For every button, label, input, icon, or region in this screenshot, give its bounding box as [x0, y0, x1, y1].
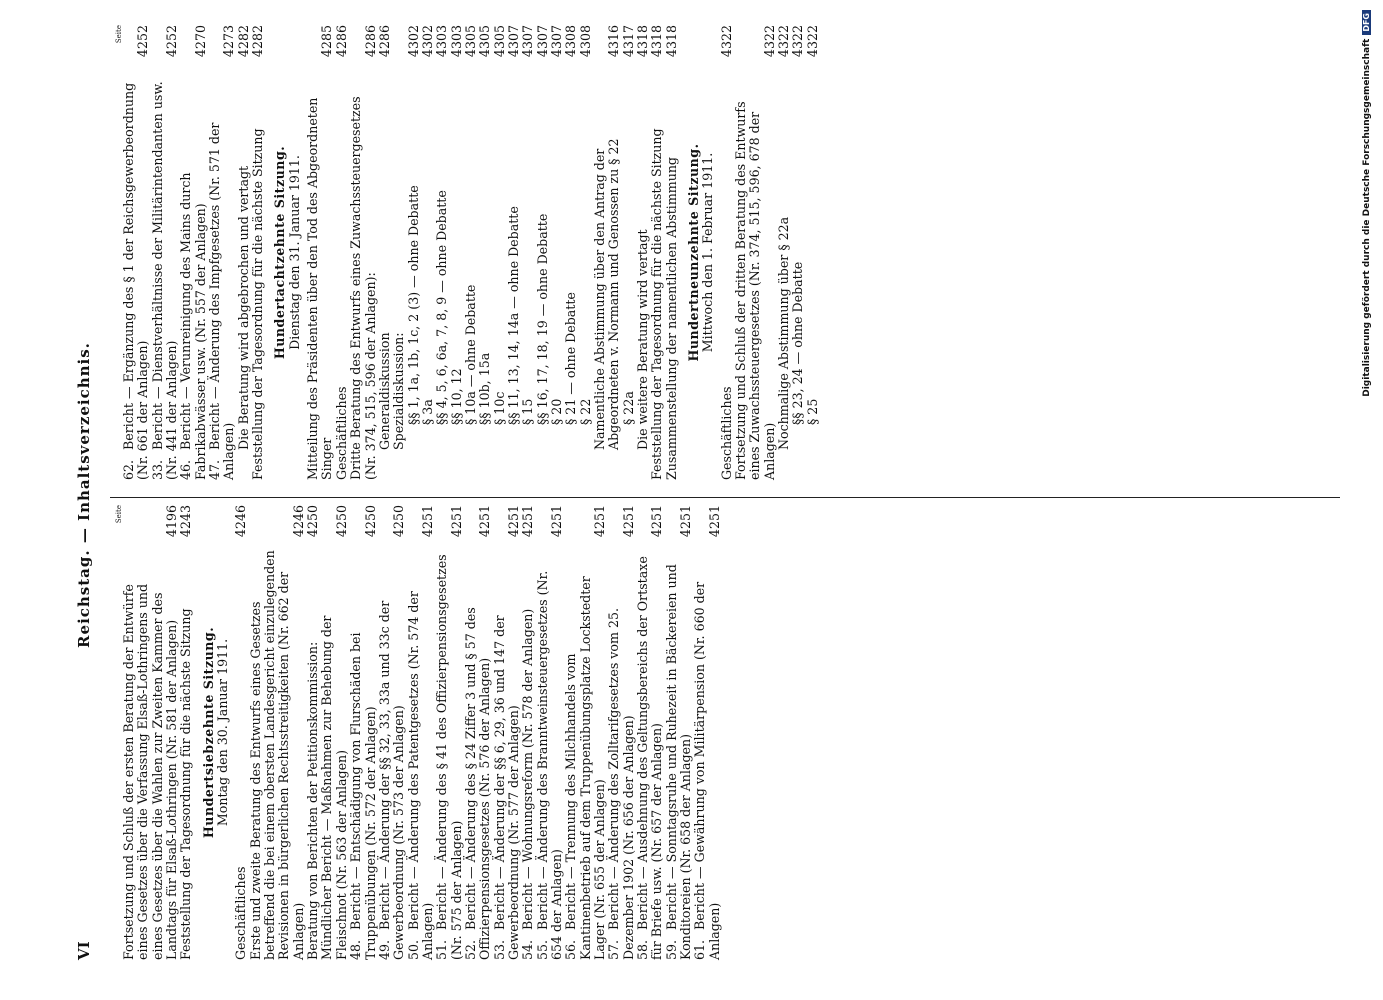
- entry-page-number: 4246: [233, 505, 249, 538]
- entry-text: §§ 10b, 15a: [477, 352, 493, 425]
- entry-number: 50.: [405, 939, 421, 960]
- toc-entry: [636, 505, 665, 960]
- page-header: [75, 30, 97, 960]
- dfg-logo: DFG: [1362, 10, 1371, 35]
- entry-page-number: 4282: [235, 25, 251, 58]
- entry-text: Erste und zweite Beratung des Entwurfs eines Gesetzes betreffend die bei einem obersten Landesgericht einzulegenden Revisionen in bürgerlichen Rechtsstreitigkeiten (Nr. 662 der Anlagen): [247, 550, 306, 960]
- entry-page-number: 4286: [376, 25, 392, 58]
- entry-page-number: 4317: [620, 25, 636, 58]
- entry-page-number: 4252: [135, 25, 151, 58]
- side-note: [1362, 10, 1378, 990]
- entry-page-number: 4305: [462, 25, 478, 58]
- toc-entry: [464, 25, 478, 480]
- toc-entry: [493, 25, 507, 480]
- entry-text: § 22: [577, 398, 593, 425]
- entry-text: Bericht — Wohnungsreform (Nr. 578 der Anlagen): [520, 608, 536, 930]
- entry-text: Die weitere Beratung wird vertagt: [635, 229, 651, 450]
- toc-entry: [536, 505, 565, 960]
- entry-page-number: 4246: [290, 505, 306, 538]
- entry-text: Bericht — Änderung des Impfgesetzes (Nr. 571 der Anlagen): [207, 122, 237, 480]
- entry-page-number: 4308: [563, 25, 579, 58]
- toc-entry: [151, 25, 180, 480]
- entry-text: Bericht — Gewährung von Militärpension (Nr. 660 der Anlagen): [692, 581, 722, 960]
- entry-text: Bericht — Änderung des Zolltarifgesetzes vom 25. Dezember 1902 (Nr. 656 der Anlagen): [606, 608, 636, 960]
- toc-entry: [777, 25, 791, 480]
- entry-text: § 22a: [620, 391, 636, 425]
- toc-entry: [306, 505, 320, 960]
- entry-text: §§ 1, 1a, 1b, 1c, 2 (3) — ohne Debatte: [405, 185, 421, 425]
- entry-text: Fortsetzung und Schluß der dritten Beratung des Entwurfs eines Zuwachssteuergesetzes (Nr. 374, 515, 596, 678 der Anlagen): [733, 101, 777, 480]
- entry-page-number: 4302: [419, 25, 435, 58]
- toc-entry: [806, 25, 820, 480]
- entry-page-number: 4250: [362, 505, 378, 538]
- entry-text: Fortsetzung und Schluß der ersten Beratung der Entwürfe eines Gesetzes über die Verfassung Elsaß-Lothringens und eines Gesetzes über die Wahlen zur Zweiten Kammer des Landtags für Elsaß-Lothringen (Nr. 581 der Anlagen): [121, 583, 180, 960]
- entry-text: Dritte Beratung des Entwurfs eines Zuwachssteuergesetzes (Nr. 374, 515, 596 der Anlagen):: [348, 96, 378, 480]
- entry-page-number: 4286: [333, 25, 349, 58]
- toc-entry: [349, 25, 378, 480]
- entry-number: 61.: [692, 939, 708, 960]
- entry-text: Bericht — Trennung des Milchhandels vom Kantinenbetrieb auf dem Truppenübungsplatze Lockstedter Lager (Nr. 655 der Anlagen): [563, 576, 607, 960]
- toc-entry: [407, 25, 421, 480]
- entry-number: 48.: [348, 939, 364, 960]
- entry-text: § 10c: [491, 391, 507, 425]
- toc-entry: [234, 505, 248, 960]
- toc-entry: [122, 25, 151, 480]
- toc-entry: [335, 25, 349, 480]
- entry-text: Bericht — Änderung des Patentgesetzes (Nr. 574 der Anlagen): [405, 591, 435, 960]
- entry-page-number: 4305: [491, 25, 507, 58]
- entry-number: 57.: [606, 939, 622, 960]
- toc-entry: [122, 505, 179, 960]
- session-heading: Hundertneunzehnte Sitzung.: [686, 143, 702, 362]
- entry-number: 58.: [635, 939, 651, 960]
- entry-text: Feststellung der Tagesordnung für die nächste Sitzung: [649, 128, 665, 480]
- entry-text: Bericht — Änderung der §§ 32, 33, 33a und 33c der Gewerbeordnung (Nr. 573 der Anlagen): [376, 600, 407, 960]
- entry-page-number: 4196: [164, 505, 180, 538]
- toc-entry: [693, 505, 722, 960]
- entry-number: 56.: [563, 939, 579, 960]
- toc-entry: [435, 505, 464, 960]
- entry-text: §§ 10, 12: [448, 368, 464, 425]
- toc-entry: [464, 505, 493, 960]
- entry-text: Nochmalige Abstimmung über § 22a: [776, 216, 792, 450]
- entry-text: §§ 23, 24 — ohne Debatte: [790, 261, 806, 425]
- entry-text: Feststellung der Tagesordnung für die nächste Sitzung: [178, 608, 194, 960]
- entry-page-number: 4318: [649, 25, 665, 58]
- entry-page-number: 4252: [164, 25, 180, 58]
- entry-page-number: 4318: [663, 25, 679, 58]
- entry-text: Bericht — Änderung des Branntweinsteuergesetzes (Nr. 654 der Anlagen): [534, 570, 564, 960]
- entry-page-number: 4251: [448, 505, 464, 538]
- session-heading: Hundertsiebzehnte Sitzung.: [200, 626, 216, 839]
- entry-page-number: 4251: [520, 505, 536, 538]
- entry-page-number: 4270: [192, 25, 208, 58]
- session-date: Montag den 30. Januar 1911.: [215, 638, 231, 827]
- toc-entry: [450, 25, 464, 480]
- toc-entry: [507, 25, 521, 480]
- entry-text: § 10a — ohne Debatte: [462, 284, 478, 425]
- toc-entry: [378, 25, 392, 480]
- right-column: [112, 25, 820, 480]
- entry-page-number: 4303: [434, 25, 450, 58]
- toc-entry: [493, 505, 522, 960]
- entry-text: §§ 11, 13, 14, 14a — ohne Debatte: [505, 206, 521, 425]
- entry-text: Generaldiskussion: [376, 332, 392, 450]
- entry-text: Bericht — Verunreinigung des Mains durch Fabrikabwässer usw. (Nr. 557 der Anlagen): [178, 172, 208, 480]
- entry-text: Geschäftliches: [233, 866, 249, 960]
- entry-text: Mündlicher Bericht — Maßnahmen zur Behebung der Fleischnot (Nr. 563 der Anlagen): [319, 615, 349, 960]
- toc-entry: [179, 505, 193, 960]
- session-date: Mittwoch den 1. Februar 1911.: [700, 152, 716, 353]
- entry-page-number: 4307: [505, 25, 521, 58]
- entry-text: § 15: [520, 398, 536, 425]
- seite-label: Seite: [115, 505, 123, 524]
- entry-text: Bericht — Änderung der §§ 6, 29, 36 und 147 der Gewerbeordnung (Nr. 577 der Anlagen): [491, 615, 521, 960]
- toc-entry: [349, 505, 378, 960]
- entry-number: 52.: [462, 939, 478, 960]
- toc-entry: [521, 505, 535, 960]
- toc-entry: [208, 25, 237, 480]
- toc-entry: [536, 25, 550, 480]
- entry-page-number: 4318: [635, 25, 651, 58]
- entry-page-number: 4322: [790, 25, 806, 58]
- entry-text: § 3a: [419, 399, 435, 425]
- toc-entry: [665, 505, 694, 960]
- entry-page-number: 4251: [505, 505, 521, 538]
- toc-entry: [550, 25, 564, 480]
- side-note-text: Digitalisierung gefördert durch die Deutsche Forschungsgemeinschaft: [1362, 38, 1372, 397]
- toc-entry: [378, 505, 407, 960]
- entry-number: 62.: [121, 459, 136, 480]
- entry-text: Feststellung der Tagesordnung für die nächste Sitzung: [250, 128, 266, 480]
- entry-text: Mitteilung des Präsidenten über den Tod des Abgeordneten Singer: [305, 97, 335, 480]
- column-divider: [110, 497, 1340, 498]
- entry-text: §§ 4, 5, 6, 6a, 7, 8, 9 — ohne Debatte: [434, 190, 450, 425]
- entry-page-number: 4250: [333, 505, 349, 538]
- entry-text: Spezialdiskussion:: [391, 332, 407, 450]
- entry-text: § 20: [548, 398, 564, 425]
- toc-entry: [320, 505, 349, 960]
- entry-text: Geschäftliches: [333, 386, 349, 480]
- entry-page-number: 4251: [592, 505, 607, 538]
- rotated-page-content: [20, 0, 1350, 1000]
- entry-number: 51.: [434, 939, 450, 960]
- entry-page-number: 4251: [477, 505, 493, 538]
- toc-entry: [564, 505, 607, 960]
- entry-page-number: 4316: [606, 25, 622, 58]
- toc-entry: [251, 25, 265, 480]
- entry-page-number: 4250: [391, 505, 407, 538]
- entry-page-number: 4307: [534, 25, 550, 58]
- entry-page-number: 4251: [649, 505, 665, 538]
- entry-page-number: 4305: [477, 25, 493, 58]
- entry-text: Bericht — Änderung des § 24 Ziffer 3 und § 57 des Offizierpensionsgesetzes (Nr. 576 der Anlagen): [462, 607, 493, 960]
- toc-entry: [521, 25, 535, 480]
- entry-page-number: 4251: [678, 505, 694, 538]
- entry-page-number: 4322: [761, 25, 777, 58]
- session-date: Dienstag den 31. Januar 1911.: [286, 155, 302, 350]
- entry-page-number: 4322: [718, 25, 734, 58]
- entry-page-number: 4282: [250, 25, 266, 58]
- entry-number: 55.: [534, 939, 550, 960]
- entry-page-number: 4286: [362, 25, 378, 58]
- toc-entry: [791, 25, 805, 480]
- entry-text: Bericht — Ergänzung des § 1 der Reichsgewerbeordnung (Nr. 661 der Anlagen): [121, 82, 151, 480]
- entry-page-number: 4285: [319, 25, 335, 58]
- entry-page-number: 4251: [419, 505, 435, 538]
- session-heading: Hundertachtzehnte Sitzung.: [272, 145, 288, 360]
- entry-text: Beratung von Berichten der Petitionskommission:: [305, 641, 321, 960]
- toc-entry: [622, 25, 636, 480]
- toc-entry: [478, 25, 492, 480]
- entry-text: Die Beratung wird abgebrochen und vertagt: [235, 165, 251, 450]
- toc-entry: [665, 25, 679, 480]
- entry-page-number: 4308: [577, 25, 593, 58]
- entry-text: Bericht — Ausdehnung des Geltungsbereichs der Ortstaxe für Briefe usw. (Nr. 657 der Anlagen): [635, 556, 665, 960]
- toc-entry: [179, 25, 208, 480]
- toc-entry: [564, 25, 578, 480]
- toc-entry: [579, 25, 593, 480]
- entry-page-number: 4251: [548, 505, 564, 538]
- toc-entry: [421, 25, 435, 480]
- toc-entry: [237, 25, 251, 480]
- entry-page-number: 4307: [520, 25, 536, 58]
- toc-entry: [249, 505, 306, 960]
- entry-number: 47.: [207, 459, 223, 480]
- page-number: VI: [75, 941, 93, 960]
- entry-number: 53.: [491, 939, 507, 960]
- entry-page-number: 4243: [178, 505, 194, 538]
- entry-page-number: 4307: [548, 25, 564, 58]
- entry-page-number: 4322: [804, 25, 820, 58]
- entry-text: Bericht — Dienstverhältnisse der Militärintendanten usw. (Nr. 441 der Anlagen): [149, 81, 180, 480]
- entry-page-number: 4302: [405, 25, 421, 58]
- seite-label: Seite: [115, 25, 123, 44]
- toc-entry: [392, 25, 406, 480]
- entry-number: 49.: [376, 939, 392, 960]
- entry-page-number: 4251: [706, 505, 722, 538]
- entry-text: Geschäftliches: [718, 386, 734, 480]
- toc-entry: [407, 505, 436, 960]
- entry-number: 33.: [149, 459, 165, 480]
- entry-page-number: 4303: [448, 25, 464, 58]
- entry-number: 46.: [178, 459, 194, 480]
- entry-text: Namentliche Abstimmung über den Antrag der Abgeordneten v. Normann und Genossen zu § 22: [592, 138, 622, 450]
- entry-text: Bericht — Sonntagsruhe und Ruhezeit in Bäckereien und Konditoreien (Nr. 658 der Anlagen): [663, 564, 694, 960]
- entry-page-number: 4250: [305, 505, 321, 538]
- entry-text: §§ 16, 17, 18, 19 — ohne Debatte: [534, 213, 550, 425]
- toc-entry: [607, 505, 636, 960]
- entry-text: Bericht — Änderung des § 41 des Offizierpensionsgesetzes (Nr. 575 der Anlagen): [434, 554, 464, 960]
- entry-page-number: 4322: [776, 25, 792, 58]
- entry-page-number: 4251: [620, 505, 636, 538]
- toc-entry: [306, 25, 335, 480]
- toc-entry: [593, 25, 622, 480]
- entry-text: Bericht — Entschädigung von Flurschäden bei Truppenübungen (Nr. 572 der Anlagen): [348, 632, 378, 960]
- toc-entry: [636, 25, 650, 480]
- entry-page-number: 4273: [221, 25, 237, 58]
- toc-entry: [720, 25, 734, 480]
- entry-number: 59.: [663, 939, 679, 960]
- left-column: [112, 505, 722, 960]
- entry-text: § 21 — ohne Debatte: [563, 292, 579, 425]
- toc-entry: [650, 25, 664, 480]
- page-title: Reichstag. — Inhaltsverzeichnis.: [75, 342, 93, 648]
- entry-text: § 25: [804, 398, 820, 425]
- entry-text: Zusammenstellung der namentlichen Abstimmung: [663, 157, 679, 480]
- toc-entry: [734, 25, 777, 480]
- toc-entry: [435, 25, 449, 480]
- entry-number: 54.: [520, 939, 536, 960]
